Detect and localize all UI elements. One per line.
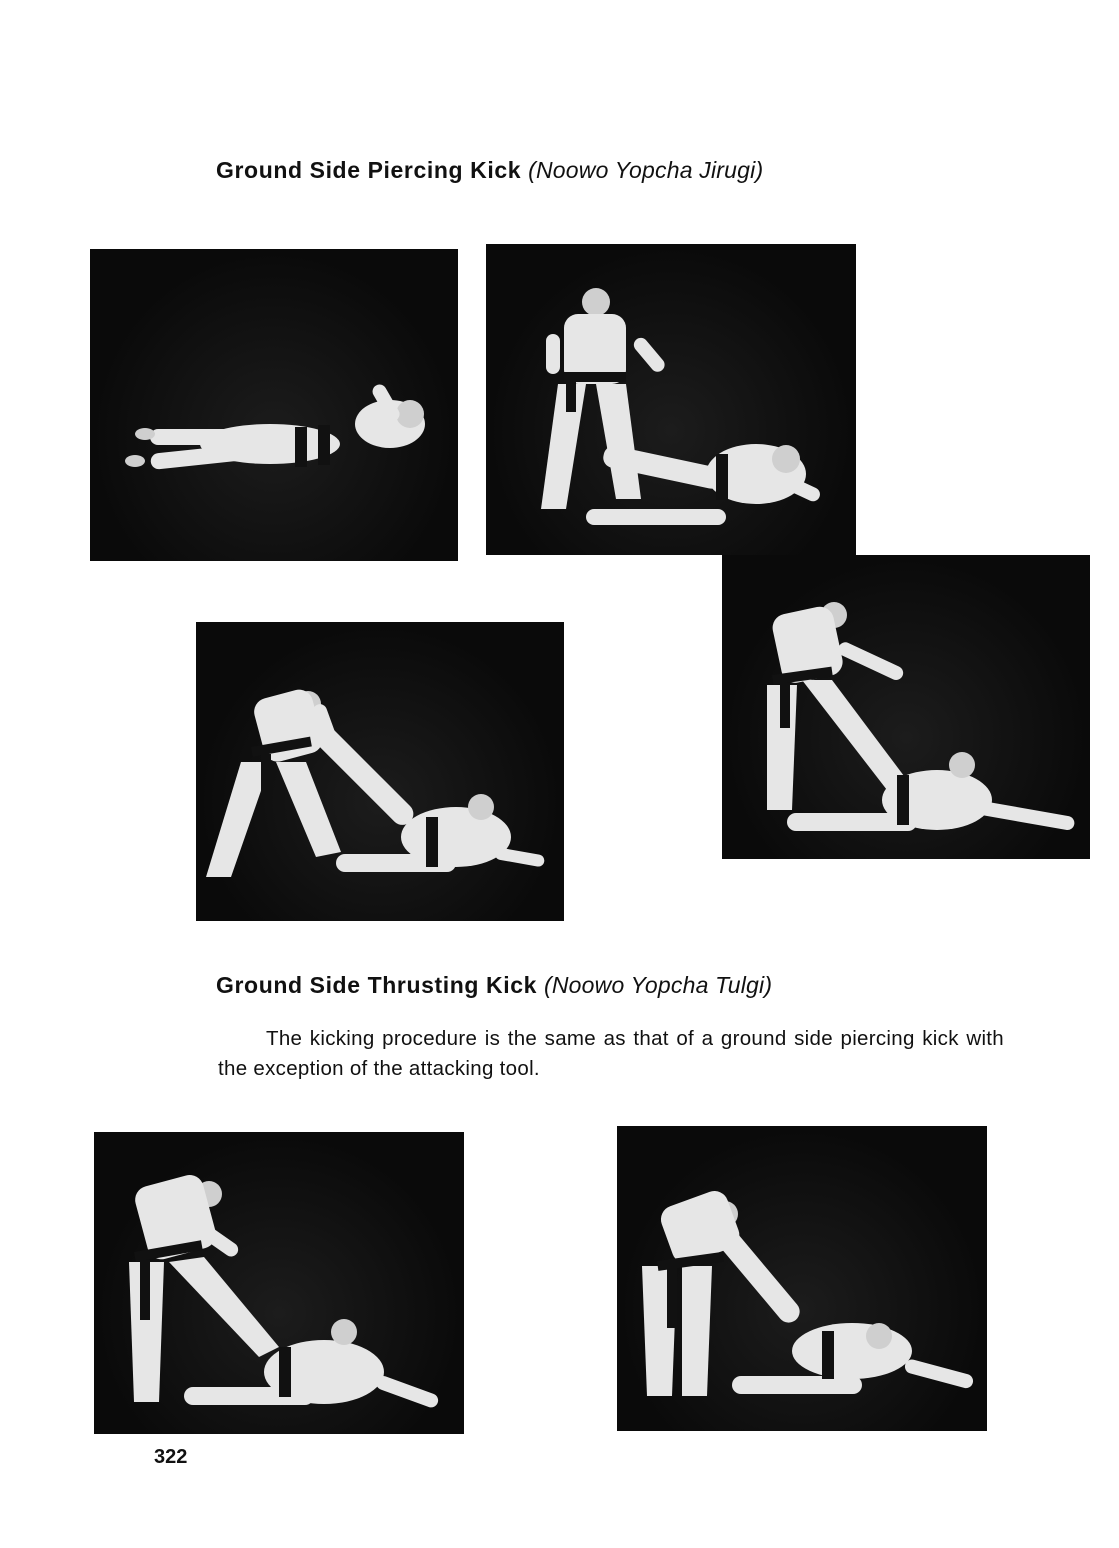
section-heading-thrusting-kick: [216, 972, 772, 999]
photo-standing-and-grounded: [486, 244, 856, 555]
page-number: 322: [154, 1446, 188, 1468]
heading-title: Ground Side Piercing Kick: [216, 157, 522, 183]
thrusting-kick-illustration-1: [94, 1132, 464, 1434]
photo-thrusting-kick-1: [94, 1132, 464, 1434]
photo-piercing-kick-2: [722, 555, 1090, 859]
heading-korean-name: (Noowo Yopcha Jirugi): [528, 157, 764, 183]
section-heading-piercing-kick: [216, 157, 763, 184]
piercing-kick-illustration-2: [722, 555, 1090, 859]
thrusting-kick-description: The kicking procedure is the same as that of a ground side piercing kick with the exception of the attacking tool.: [218, 1027, 1004, 1080]
photo-lying-figure: [90, 249, 458, 561]
thrusting-kick-illustration-2: [617, 1126, 987, 1431]
lying-figure-illustration: [90, 249, 458, 561]
heading-title: Ground Side Thrusting Kick: [216, 972, 538, 998]
photo-thrusting-kick-2: [617, 1126, 987, 1431]
standing-grounded-illustration: [486, 244, 856, 555]
heading-korean-name: (Noowo Yopcha Tulgi): [544, 972, 773, 998]
piercing-kick-illustration-1: [196, 622, 564, 921]
photo-piercing-kick-1: [196, 622, 564, 921]
